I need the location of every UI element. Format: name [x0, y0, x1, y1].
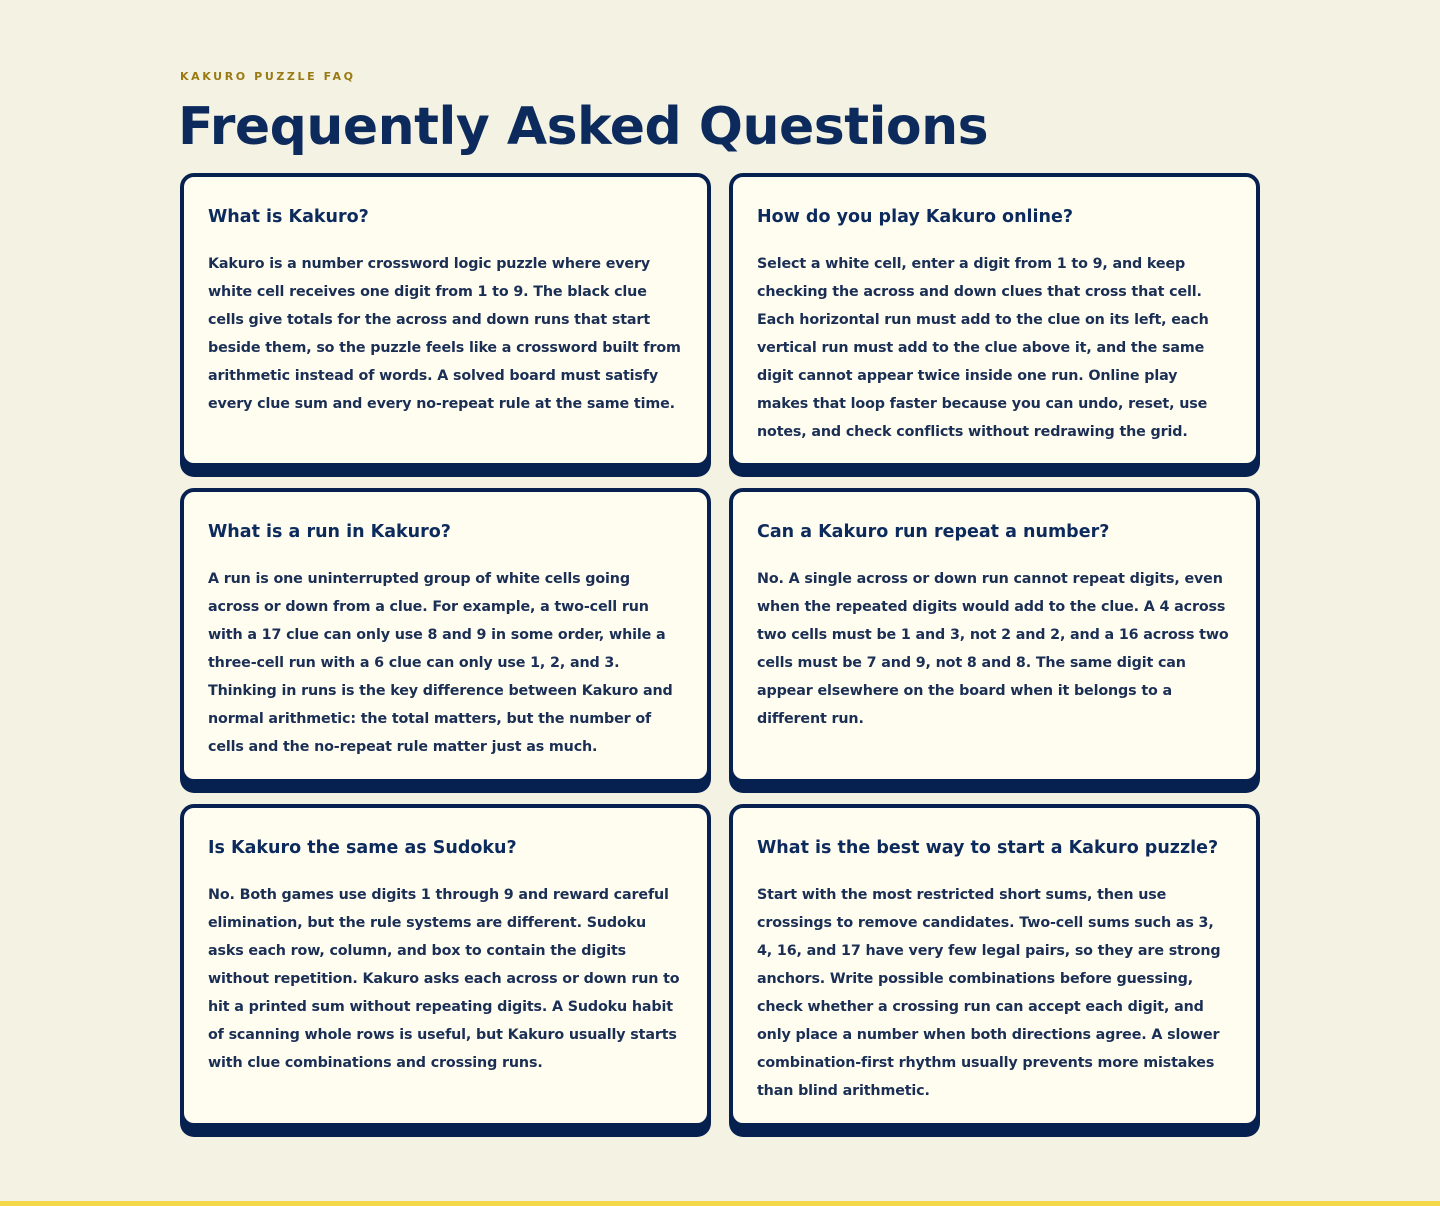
eyebrow-label: KAKURO PUZZLE FAQ: [180, 70, 356, 83]
page-title: Frequently Asked Questions: [178, 97, 989, 157]
faq-answer: No. A single across or down run cannot repeat digits, even when the repeated digits would add to the clue. A 4 across two cells must be 1 and 3, not 2 and 2, and a 16 across two cells must be 7 and 9, not 8 and 8. The same digit can appear elsewhere on the board when it belongs to a different run.: [757, 571, 1229, 727]
faq-question: What is a run in Kakuro?: [208, 522, 451, 542]
footer-accent-bar: [0, 1201, 1440, 1206]
faq-card-what-is-kakuro: [180, 173, 711, 467]
faq-answer: Kakuro is a number crossword logic puzzle where every white cell receives one digit from 1 to 9. The black clue cells give totals for the across and down runs that start beside them, so the puzzle feels like a crossword built from arithmetic instead of words. A solved board must satisfy every clue sum and every no-repeat rule at the same time.: [208, 256, 681, 412]
faq-answer: A run is one uninterrupted group of white cells going across or down from a clue. For example, a two-cell run with a 17 clue can only use 8 and 9 in some order, while a three-cell run with a 6 clue can only use 1, 2, and 3. Thinking in runs is the key difference between Kakuro and normal arithmetic: the total matters, but the number of cells and the no-repeat rule matter just as much.: [208, 571, 673, 755]
faq-card-best-way-to-start: [729, 804, 1260, 1127]
faq-card-how-to-play-online: [729, 173, 1260, 467]
faq-answer: No. Both games use digits 1 through 9 and reward careful elimination, but the rule systems are different. Sudoku asks each row, column, and box to contain the digits without repetition. Kakuro asks each across or down run to hit a printed sum without repeating digits. A Sudoku habit of scanning whole rows is useful, but Kakuro usually starts with clue combinations and crossing runs.: [208, 887, 680, 1071]
faq-answer: Start with the most restricted short sums, then use crossings to remove candidates. Two-cell sums such as 3, 4, 16, and 17 have very few legal pairs, so they are strong anchors. Write possible combinations before guessing, check whether a crossing run can accept each digit, and only place a number when both directions agree. A slower combination-first rhythm usually prevents more mistakes than blind arithmetic.: [757, 887, 1221, 1099]
faq-card-what-is-a-run: [180, 488, 711, 783]
faq-question: How do you play Kakuro online?: [757, 207, 1074, 227]
faq-card-run-repeat-number: [729, 488, 1260, 783]
faq-card-kakuro-vs-sudoku: [180, 804, 711, 1127]
faq-answer: Select a white cell, enter a digit from 1 to 9, and keep checking the across and down clues that cross that cell. Each horizontal run must add to the clue on its left, each vertical run must add to the clue above it, and the same digit cannot appear twice inside one run. Online play makes that loop faster because you can undo, reset, use notes, and check conflicts without redrawing the grid.: [757, 256, 1209, 440]
faq-question: What is Kakuro?: [208, 207, 369, 227]
faq-question: Can a Kakuro run repeat a number?: [757, 522, 1110, 542]
faq-question: What is the best way to start a Kakuro puzzle?: [757, 838, 1219, 858]
faq-grid: [180, 173, 1260, 1137]
faq-question: Is Kakuro the same as Sudoku?: [208, 838, 517, 858]
